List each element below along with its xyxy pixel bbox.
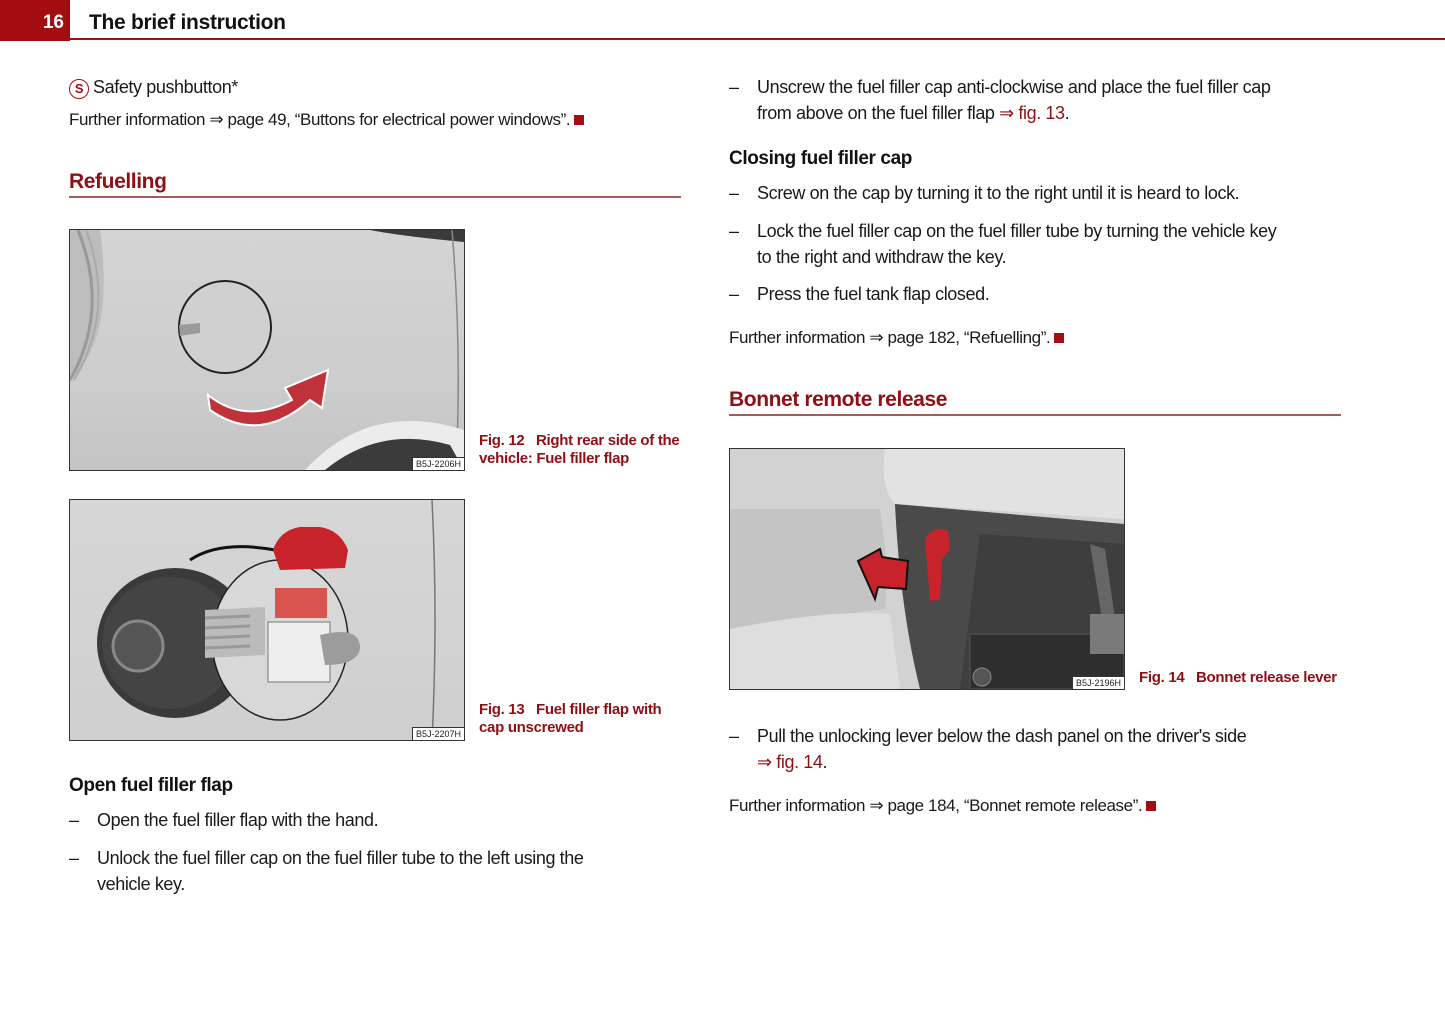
dash-bullet: – [69,848,79,868]
end-of-section-icon [574,115,584,125]
subheading-closing-fuel-filler-cap: Closing fuel filler cap [729,148,912,169]
dash-bullet: – [729,183,739,203]
step-line: Unscrew the fuel filler cap anti-clockwise and place the fuel filler cap [757,77,1271,97]
step-item [69,845,689,897]
figure-12-fuel-filler-flap [69,229,465,471]
period: . [822,752,828,772]
caption-line: Fig. 13 Fuel filler flap with [479,701,662,718]
section-title-bonnet-remote-release: Bonnet remote release [729,388,948,411]
further-info-bonnet [729,793,1156,819]
end-of-section-icon [1054,333,1064,343]
subheading-open-fuel-filler-flap: Open fuel filler flap [69,775,233,796]
header-rule [70,38,1445,40]
bonnet-lever-illustration [730,449,1124,689]
step-text [757,218,1276,270]
fuel-flap-illustration [70,230,464,470]
further-info-power-windows [69,107,584,133]
safety-pushbutton-line [69,74,238,100]
page-number: 16 [42,12,64,33]
step-line [757,749,1246,775]
step-text: Screw on the cap by turning it to the right until it is heard to lock. [757,183,1240,203]
figure-14-link[interactable]: ⇒ fig. 14 [757,752,823,772]
step-text [757,74,1270,126]
step-text [97,845,584,897]
step-line: Pull the unlocking lever below the dash panel on the driver's side [757,726,1247,746]
step-line: to the right and withdraw the key. [757,247,1007,267]
figure-13-link[interactable]: ⇒ fig. 13 [999,103,1065,123]
section-rule [69,196,681,198]
further-info-text[interactable]: Further information ⇒ page 49, “Buttons for electrical power windows”. [69,110,571,129]
further-info-text[interactable]: Further information ⇒ page 184, “Bonnet remote release”. [729,796,1143,815]
step-line: vehicle key. [97,874,185,894]
dash-bullet: – [729,284,739,304]
dash-bullet: – [729,77,739,97]
further-info-refuelling [729,325,1064,351]
figure-code: B5J-2196H [1072,676,1124,689]
step-line: Unlock the fuel filler cap on the fuel filler tube to the left using the [97,848,584,868]
step-text: Open the fuel filler flap with the hand. [97,810,379,830]
section-rule [729,414,1341,416]
step-text [757,723,1246,775]
dash-bullet: – [69,810,79,830]
dash-bullet: – [729,221,739,241]
figure-12-caption [479,432,679,468]
step-unscrew-cap [729,74,1349,126]
step-pull-lever [729,723,1349,775]
section-title-refuelling: Refuelling [69,170,167,193]
figure-13-fuel-cap-unscrewed [69,499,465,741]
figure-13-caption [479,701,661,737]
page-title: The brief instruction [89,11,286,34]
step-line [757,100,1270,126]
dash-bullet: – [729,726,739,746]
figure-code: B5J-2206H [412,457,464,470]
period: . [1064,103,1070,123]
step-line: Lock the fuel filler cap on the fuel filler tube by turning the vehicle key [757,221,1277,241]
safety-s-icon: S [69,79,89,99]
step-text: Press the fuel tank flap closed. [757,284,990,304]
step-line-text: from above on the fuel filler flap [757,103,1000,123]
figure-code: B5J-2207H [412,727,464,740]
step-item [729,218,1349,270]
figure-14-bonnet-release-lever [729,448,1125,690]
safety-label: Safety pushbutton* [93,77,238,97]
end-of-section-icon [1146,801,1156,811]
caption-line: cap unscrewed [479,719,584,736]
further-info-text[interactable]: Further information ⇒ page 182, “Refuelling”. [729,328,1051,347]
caption-line: vehicle: Fuel filler flap [479,450,630,467]
figure-14-caption: Fig. 14 Bonnet release lever [1139,669,1337,686]
fuel-cap-illustration [70,500,464,740]
caption-line: Fig. 12 Right rear side of the [479,432,680,449]
